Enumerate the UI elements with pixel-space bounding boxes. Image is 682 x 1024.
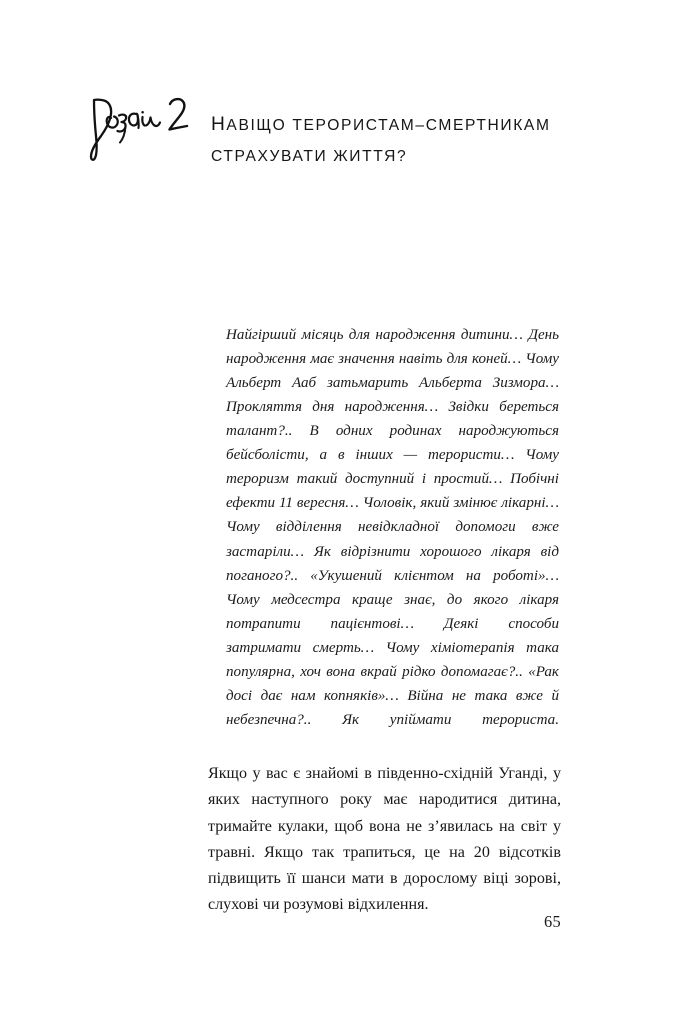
- chapter-title-line-2-text: СТРАХУВАТИ ЖИТТЯ?: [211, 147, 408, 165]
- page-number: 65: [544, 912, 561, 931]
- chapter-title-line-2: [211, 141, 611, 172]
- body-paragraph: Якщо у вас є знайомі в південно-східній Уганді, у яких наступного року має народитися дитина, тримайте кулаки, щоб вона не з’явилась на світ у травні. Якщо так трапиться, це на 20 відсотків підвищить її шанси мати в дорослому віці зорові, слухові чи розумові відхилення.: [208, 765, 561, 914]
- chapter-title-line-1-rest: АВІЩО ТЕРОРИСТАМ–СМЕРТНИКАМ: [226, 116, 551, 134]
- chapter-summary: Найгірший місяць для народження дитини… День народження має значення навіть для коней… Чому Альберт Ааб затьмарить Альберта Зизмора… Прокляття дня народження… Звідки береться талант?.. В одних родинах народжуються бейсболісти, а в інших — терористи… Чому тероризм такий доступний і простий… Побічні ефекти 11 вересня… Чоловік, який змінює лікарні… Чому відділення невідкладної допомоги вже застаріли… Як відрізнити хорошого лікаря від поганого?.. «Укушений клієнтом на роботі»… Чому медсестра краще знає, до якого лікаря потрапити пацієнтові… Деякі способи затримати смерть… Чому хіміотерапія така популярна, хоч вона вкрай рідко допомагає?.. «Рак досі дає нам копняків»… Війна не така вже й небезпечна?.. Як упіймати терориста.: [226, 327, 559, 728]
- chapter-title-line-1-initial: Н: [211, 113, 227, 135]
- chapter-title-line-1: [211, 110, 611, 141]
- chapter-title: [211, 110, 611, 172]
- chapter-number-handwritten: [84, 84, 204, 164]
